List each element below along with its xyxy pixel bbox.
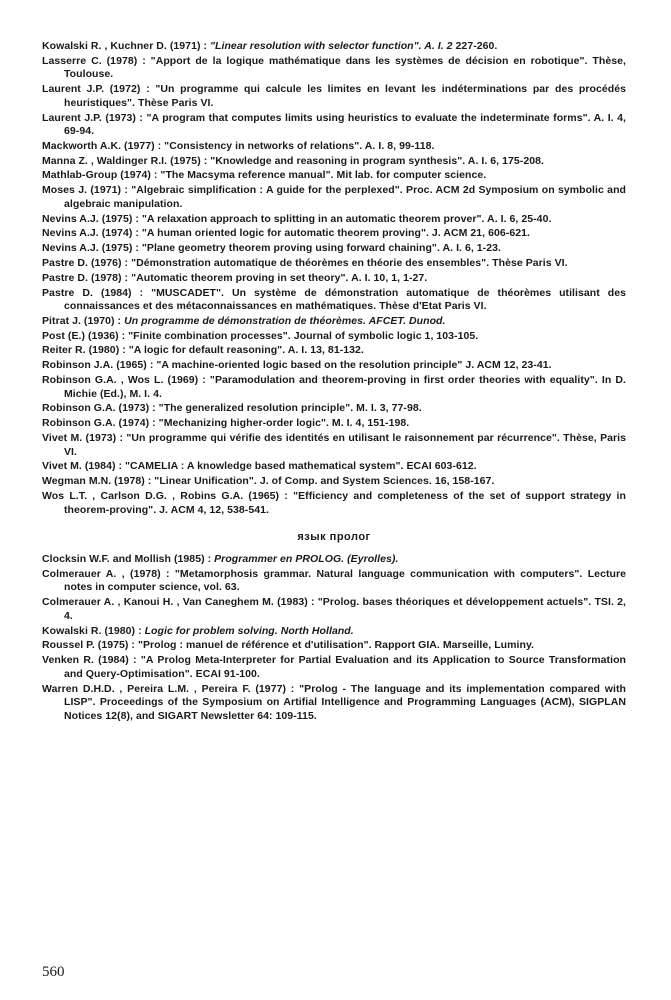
reference-details: "Prolog - The language and its implementation compared with LISP". Proceedings of the Symposium on Artifial Intelligence and Programming Languages (ACM), SIGPLAN Notices 12(8), and SIGART Newsletter 64: 109-115. — [64, 682, 626, 722]
reference-author: Reiter R. (1980) : — [42, 344, 129, 357]
reference-entry — [42, 417, 626, 431]
reference-entry — [42, 432, 626, 459]
reference-entry — [42, 654, 626, 681]
reference-details: "Prolog : manuel de référence et d'utilisation". Rapport GIA. Marseille, Luminy. — [137, 639, 535, 652]
reference-entry — [42, 112, 626, 139]
reference-details: "Un programme qui calcule les limites en levant les indéterminations par des procédés heuristiques". Thèse Paris VI. — [64, 83, 626, 109]
reference-entry — [42, 344, 626, 358]
reference-details: "Linear Unification". J. of Comp. and System Sciences. 16, 158-167. — [154, 475, 495, 488]
reference-author: Laurent J.P. (1973) : — [42, 111, 147, 124]
reference-author: Manna Z. , Waldinger R.I. (1975) : — [42, 154, 211, 167]
reference-details: "Consistency in networks of relations". A. I. 8, 99-118. — [164, 139, 435, 152]
reference-details: "MUSCADET". Un système de démonstration automatique de théorèmes utilisant des connaissances et des métaconnaissances en mathématiques. Thèse d'Etat Paris VI. — [64, 286, 626, 313]
reference-details: "A human oriented logic for automatic theorem proving". J. ACM 21, 606-621. — [141, 227, 530, 240]
reference-entry — [42, 272, 626, 286]
section-heading: язык пролог — [297, 531, 371, 544]
reference-details: "Un programme qui vérifie des identités en utilisant le raisonnement par récurrence". Thèse, Paris VI. — [64, 431, 626, 458]
reference-details: "The Macsyma reference manual". Mit lab. for computer science. — [160, 169, 487, 182]
reference-details: "Finite combination processes". Journal of symbolic logic 1, 103-105. — [128, 329, 479, 342]
reference-entry — [42, 140, 626, 154]
reference-author: Nevins A.J. (1975) : — [42, 212, 142, 225]
reference-entry — [42, 596, 626, 623]
reference-details: "Paramodulation and theorem-proving in first order theories with equality". In D. Michie (Ed.), M. I. 4. — [64, 374, 626, 400]
reference-author: Pastre D. (1976) : — [42, 256, 132, 269]
reference-entry — [42, 40, 626, 54]
reference-author: Venken R. (1984) : — [42, 654, 141, 667]
reference-list-main — [42, 40, 626, 517]
reference-details: "A Prolog Meta-Interpreter for Partial Evaluation and its Application to Source Transformation and Query-Optimisation". ECAI 91-100. — [64, 654, 626, 680]
reference-author: Lasserre C. (1978) : — [42, 54, 151, 67]
reference-details: "Algebraic simplification : A guide for the perplexed". Proc. ACM 2d Symposium on symbolic and algebraic manipulation. — [64, 184, 626, 210]
reference-author: Roussel P. (1975) : — [42, 639, 138, 652]
bibliography-page — [42, 40, 626, 725]
reference-details: "A program that computes limits using heuristics to evaluate the indeterminate forms". A. I. 4, 69-94. — [64, 111, 626, 138]
reference-entry — [42, 227, 626, 241]
reference-author: Robinson G.A. , Wos L. (1969) : — [42, 374, 210, 387]
reference-author: Colmerauer A. , Kanoui H. , Van Caneghem M. (1983) : — [42, 596, 318, 609]
reference-author: Robinson G.A. (1973) : — [42, 402, 159, 415]
reference-details: "A logic for default reasoning". A. I. 13, 81-132. — [128, 344, 364, 357]
reference-details: "A relaxation approach to splitting in an automatic theorem prover". A. I. 6, 25-40. — [141, 212, 552, 225]
reference-entry — [42, 330, 626, 344]
reference-entry — [42, 169, 626, 183]
reference-entry — [42, 683, 626, 724]
reference-author: Kowalski R. , Kuchner D. (1971) : — [42, 40, 210, 52]
reference-author: Moses J. (1971) : — [42, 184, 132, 197]
reference-details: "CAMELIA : A knowledge based mathematical system". ECAI 603-612. — [125, 460, 477, 473]
reference-author: Mackworth A.K. (1977) : — [42, 139, 165, 152]
reference-entry — [42, 553, 626, 567]
reference-entry — [42, 213, 626, 227]
reference-details: "Démonstration automatique de théorèmes en théorie des ensembles". Thèse Paris VI. — [131, 256, 568, 269]
reference-entry — [42, 490, 626, 517]
reference-entry — [42, 460, 626, 474]
reference-details: "Knowledge and reasoning in program synthesis". A. I. 6, 175-208. — [210, 154, 544, 167]
reference-author: Kowalski R. (1980) : — [42, 624, 145, 637]
reference-details: "Plane geometry theorem proving using forward chaining". A. I. 6, 1-23. — [141, 242, 501, 255]
reference-author: Mathlab-Group (1974) : — [42, 169, 161, 182]
reference-author: Vivet M. (1984) : — [42, 460, 125, 473]
reference-author: Wos L.T. , Carlson D.G. , Robins G.A. (1965) : — [42, 489, 294, 502]
reference-entry — [42, 359, 626, 373]
reference-author: Pastre D. (1978) : — [42, 271, 132, 284]
reference-list-prolog — [42, 553, 626, 723]
reference-details: "Efficiency and completeness of the set of support strategy in theorem-proving". J. ACM 4, 12, 538-541. — [64, 489, 626, 516]
reference-author: Clocksin W.F. and Mollish (1985) : — [42, 553, 215, 566]
reference-details: "Metamorphosis grammar. Natural language communication with computers". Lecture notes in computer science, vol. 63. — [64, 567, 627, 594]
reference-details: "The generalized resolution principle". M. I. 3, 77-98. — [158, 402, 422, 415]
page-number: 560 — [42, 964, 65, 980]
reference-entry — [42, 639, 626, 653]
reference-entry — [42, 402, 626, 416]
reference-author: Nevins A.J. (1975) : — [42, 242, 142, 255]
reference-author: Pastre D. (1984) : — [42, 286, 152, 299]
reference-entry — [42, 374, 626, 401]
reference-entry — [42, 568, 626, 595]
reference-author: Laurent J.P. (1972) : — [42, 83, 156, 96]
reference-entry — [42, 287, 626, 314]
reference-entry — [42, 257, 626, 271]
reference-details: "Prolog. bases théoriques et développement actuels". TSI. 2, 4. — [64, 596, 626, 622]
reference-details: 227-260. — [452, 40, 498, 52]
reference-author: Warren D.H.D. , Pereira L.M. , Pereira F. (1977) : — [42, 682, 300, 695]
reference-author: Nevins A.J. (1974) : — [42, 227, 142, 240]
reference-author: Post (E.) (1936) : — [42, 329, 129, 342]
reference-title: "Linear resolution with selector function". A. I. 2 — [210, 40, 453, 52]
reference-author: Pitrat J. (1970) : — [42, 314, 125, 327]
reference-author: Vivet M. (1973) : — [42, 431, 127, 444]
reference-details: "Mechanizing higher-order logic". M. I. 4, 151-198. — [158, 417, 410, 430]
reference-author: Robinson J.A. (1965) : — [42, 359, 157, 372]
reference-details: Programmer en PROLOG. (Eyrolles). — [214, 553, 399, 566]
reference-author: Wegman M.N. (1978) : — [42, 475, 155, 488]
reference-entry — [42, 315, 626, 329]
reference-entry — [42, 83, 626, 110]
reference-author: Robinson G.A. (1974) : — [42, 417, 159, 430]
reference-author: Colmerauer A. , (1978) : — [42, 567, 175, 580]
reference-entry — [42, 475, 626, 489]
reference-entry — [42, 184, 626, 211]
reference-details: "A machine-oriented logic based on the resolution principle" J. ACM 12, 23-41. — [156, 359, 552, 372]
reference-details: Un programme de démonstration de théorèmes. AFCET. Dunod. — [124, 314, 446, 327]
reference-details: Logic for problem solving. North Holland. — [144, 624, 354, 637]
reference-entry — [42, 155, 626, 169]
reference-entry — [42, 625, 626, 639]
reference-details: "Automatic theorem proving in set theory". A. I. 10, 1, 1-27. — [131, 271, 428, 284]
reference-entry — [42, 242, 626, 256]
reference-details: "Apport de la logique mathématique dans les systèmes de décision en robotique". Thèse, Toulouse. — [64, 54, 626, 81]
reference-entry — [42, 55, 626, 82]
